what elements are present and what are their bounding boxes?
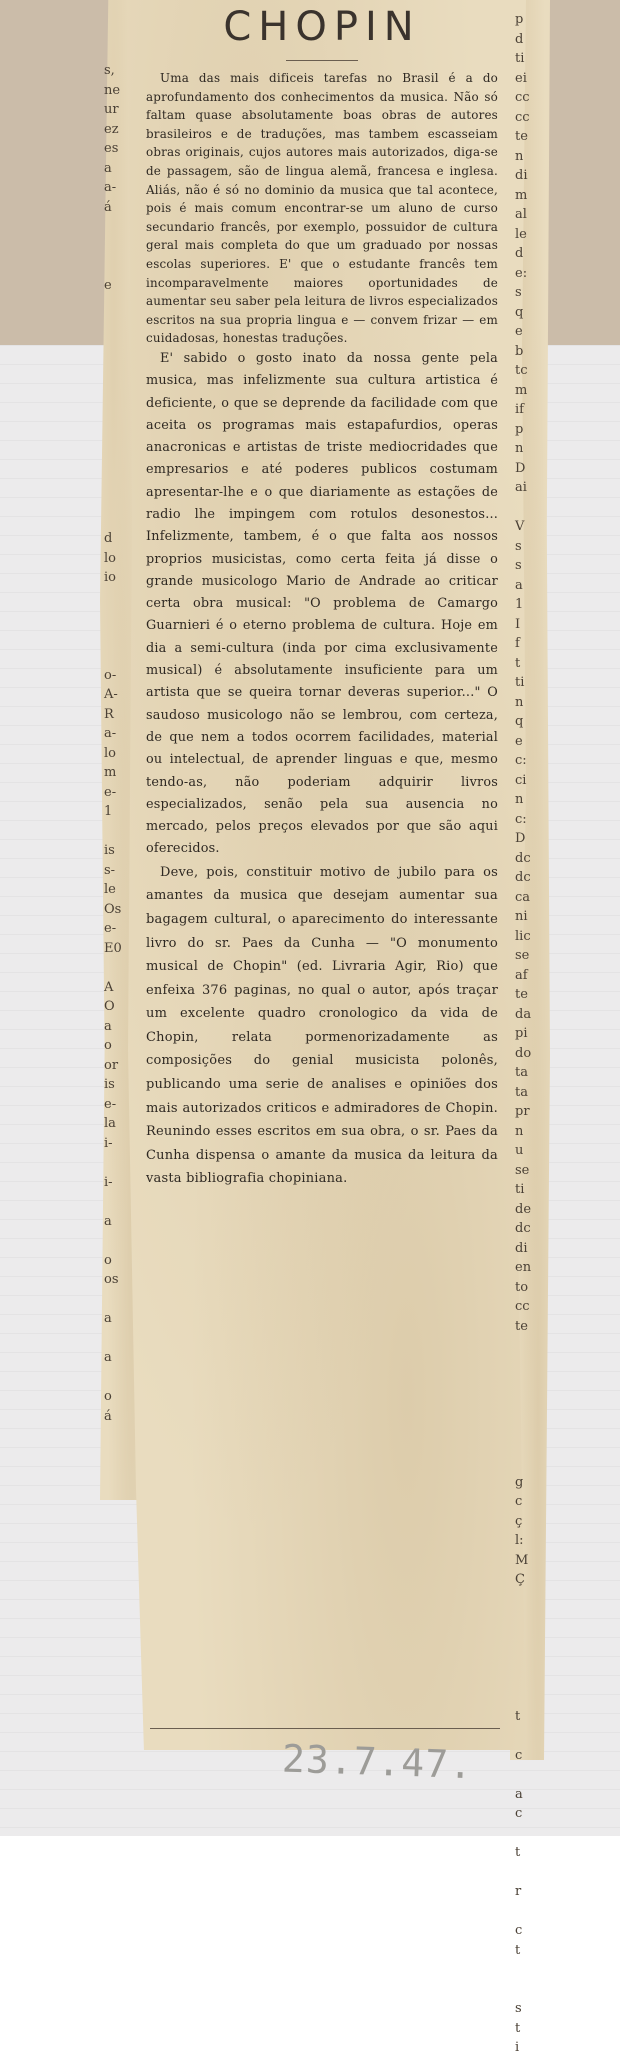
title-rule [286, 60, 358, 61]
left-column-fragments: s, ne ur ez es a a- á e d lo io o- A- R a- lo m e- 1 is s- le Os e- E0 A O a o or is e- la i- i- a o os a a o á [104, 63, 122, 1424]
article-paragraph-3: Deve, pois, constituir motivo de jubilo para os amantes da musica que desejam aumentar sua bagagem cultural, o aparecimento do interessante livro do sr. Paes da Cunha — "O monumento musical de Chopin" (ed. Livraria Agir, Rio) que enfeixa 376 paginas, no qual o autor, após traçar um excelente quadro cronologico da vida de Chopin, relata pormenorizadamente as composições do genial musicista polonês, publicando uma serie de analises e opiniões dos mais autorizados criticos e admiradores de Chopin. Reunindo esses escritos em sua obra, o sr. Paes da Cunha dispensa o amante da musica da leitura da vasta bibliografia chopiniana. [146, 864, 498, 1187]
article-title: CHOPIN [223, 4, 421, 50]
article-paragraph-2: E' sabido o gosto inato da nossa gente pela musica, mas infelizmente sua cultura artistica é deficiente, o que se deprende da facilidade com que aceita os programas mais estapafurdios, operas anacronicas e artistas de triste mediocridades que empresarios e até poderes publicos costumam apresentar-lhe e o que diariamente as estações de radio lhe impingem com rotulos desonestos... Infelizmente, tambem, é o que falta aos nossos proprios musicistas, como certa feita já disse o grande musicologo Mario de Andrade ao criticar certa obra musical: "O problema de Camargo Guarnieri é o eterno problema de cultura. Hoje em dia a semi-cultura (inda por cima exclusivamente musical) é absolutamente insuficiente para um artista que se queira tornar deveras superior..." O saudoso musicologo não se lembrou, com certeza, de que nem a todos ocorrem facilidades, material ou intelectual, de aprender linguas e que, mesmo tendo-as, não poderiam adquirir livros especializados, senão pela sua ausencia no mercado, pelos preços elevados por que são aqui oferecidos. [146, 350, 498, 857]
bottom-rule [150, 1728, 500, 1729]
article-paragraph-1: Uma das mais dificeis tarefas no Brasil é a do aprofundamento dos conhecimentos da musica. Não só faltam quase absolutamente boas obras de autores brasileiros e de traduções, mas tambem escasseiam obras originais, cujos autores mais autorizados, diga-se de passagem, são de lingua alemã, francesa e inglesa. Aliás, não é só no dominio da musica que tal acontece, pois é mais comum encontrar-se um aluno de curso secundario francês, por exemplo, possuidor de cultura geral mais completa do que um graduado por nossas escolas superiores. E' que o estudante francês tem incomparavelmente maiores oportunidades de aumentar seu saber pela leitura de livros especializados escritos na sua propria lingua e — convem frizar — em cuidadosas, honestas traduções. [146, 71, 498, 346]
handwritten-date: 23.7.47. [281, 1736, 474, 1788]
right-column-fragments: p d ti ei cc cc te n di m al le d e: s q e b tc m if p n D ai V s s a 1 I f t ti n q e c: ci n c: D dc dc ca ni lic se af te da pi do ta ta pr n u se ti de dc di en to cc te g c ç l: M Ç t c a c t r c t s t i [515, 12, 532, 2055]
article [146, 0, 498, 1191]
